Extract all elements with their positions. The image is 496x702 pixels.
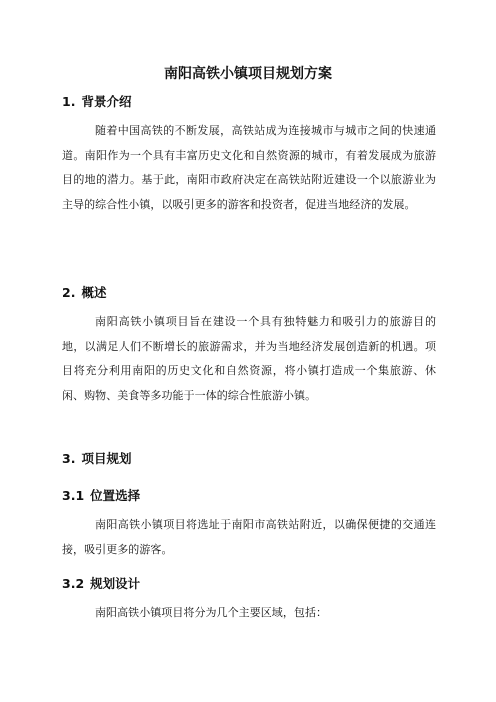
- section-title: 概述: [81, 285, 107, 300]
- section-number: 3.: [62, 451, 76, 466]
- section-number: 3.2: [62, 576, 85, 591]
- section-number: 2.: [62, 285, 76, 300]
- section-paragraph-3-2: 南阳高铁小镇项目将分为几个主要区域，包括：: [95, 606, 328, 619]
- section-heading-1: [62, 93, 131, 111]
- section-paragraph-2: 南阳高铁小镇项目旨在建设一个具有独特魅力和吸引力的旅游目的地，以满足人们不断增长的旅游需求，并为当地经济发展创造新的机遇。项目将充分利用南阳的历史文化和自然资源，将小镇打造成一个集旅游、休闲、购物、美食等多功能于一体的综合性旅游小镇。: [62, 315, 436, 402]
- section-title: 项目规划: [81, 451, 132, 466]
- section-paragraph-1: 随着中国高铁的不断发展，高铁站成为连接城市与城市之间的快速通道。南阳作为一个具有丰富历史文化和自然资源的城市，有着发展成为旅游目的地的潜力。基于此，南阳市政府决定在高铁站附近建设一个以旅游业为主导的综合性小镇，以吸引更多的游客和投资者，促进当地经济的发展。: [62, 124, 436, 211]
- section-heading-3: [62, 450, 131, 468]
- section-heading-3-2: [62, 575, 140, 593]
- section-title: 位置选择: [90, 488, 141, 503]
- section-paragraph-3-1: 南阳高铁小镇项目将选址于南阳市高铁站附近，以确保便捷的交通连接，吸引更多的游客。: [62, 518, 436, 556]
- section-heading-3-1: [62, 487, 140, 505]
- section-heading-2: [62, 284, 106, 302]
- section-number: 1.: [62, 94, 76, 109]
- document-title: 南阳高铁小镇项目规划方案: [164, 66, 332, 82]
- section-title: 规划设计: [90, 576, 141, 591]
- section-title: 背景介绍: [81, 94, 132, 109]
- section-number: 3.1: [62, 488, 85, 503]
